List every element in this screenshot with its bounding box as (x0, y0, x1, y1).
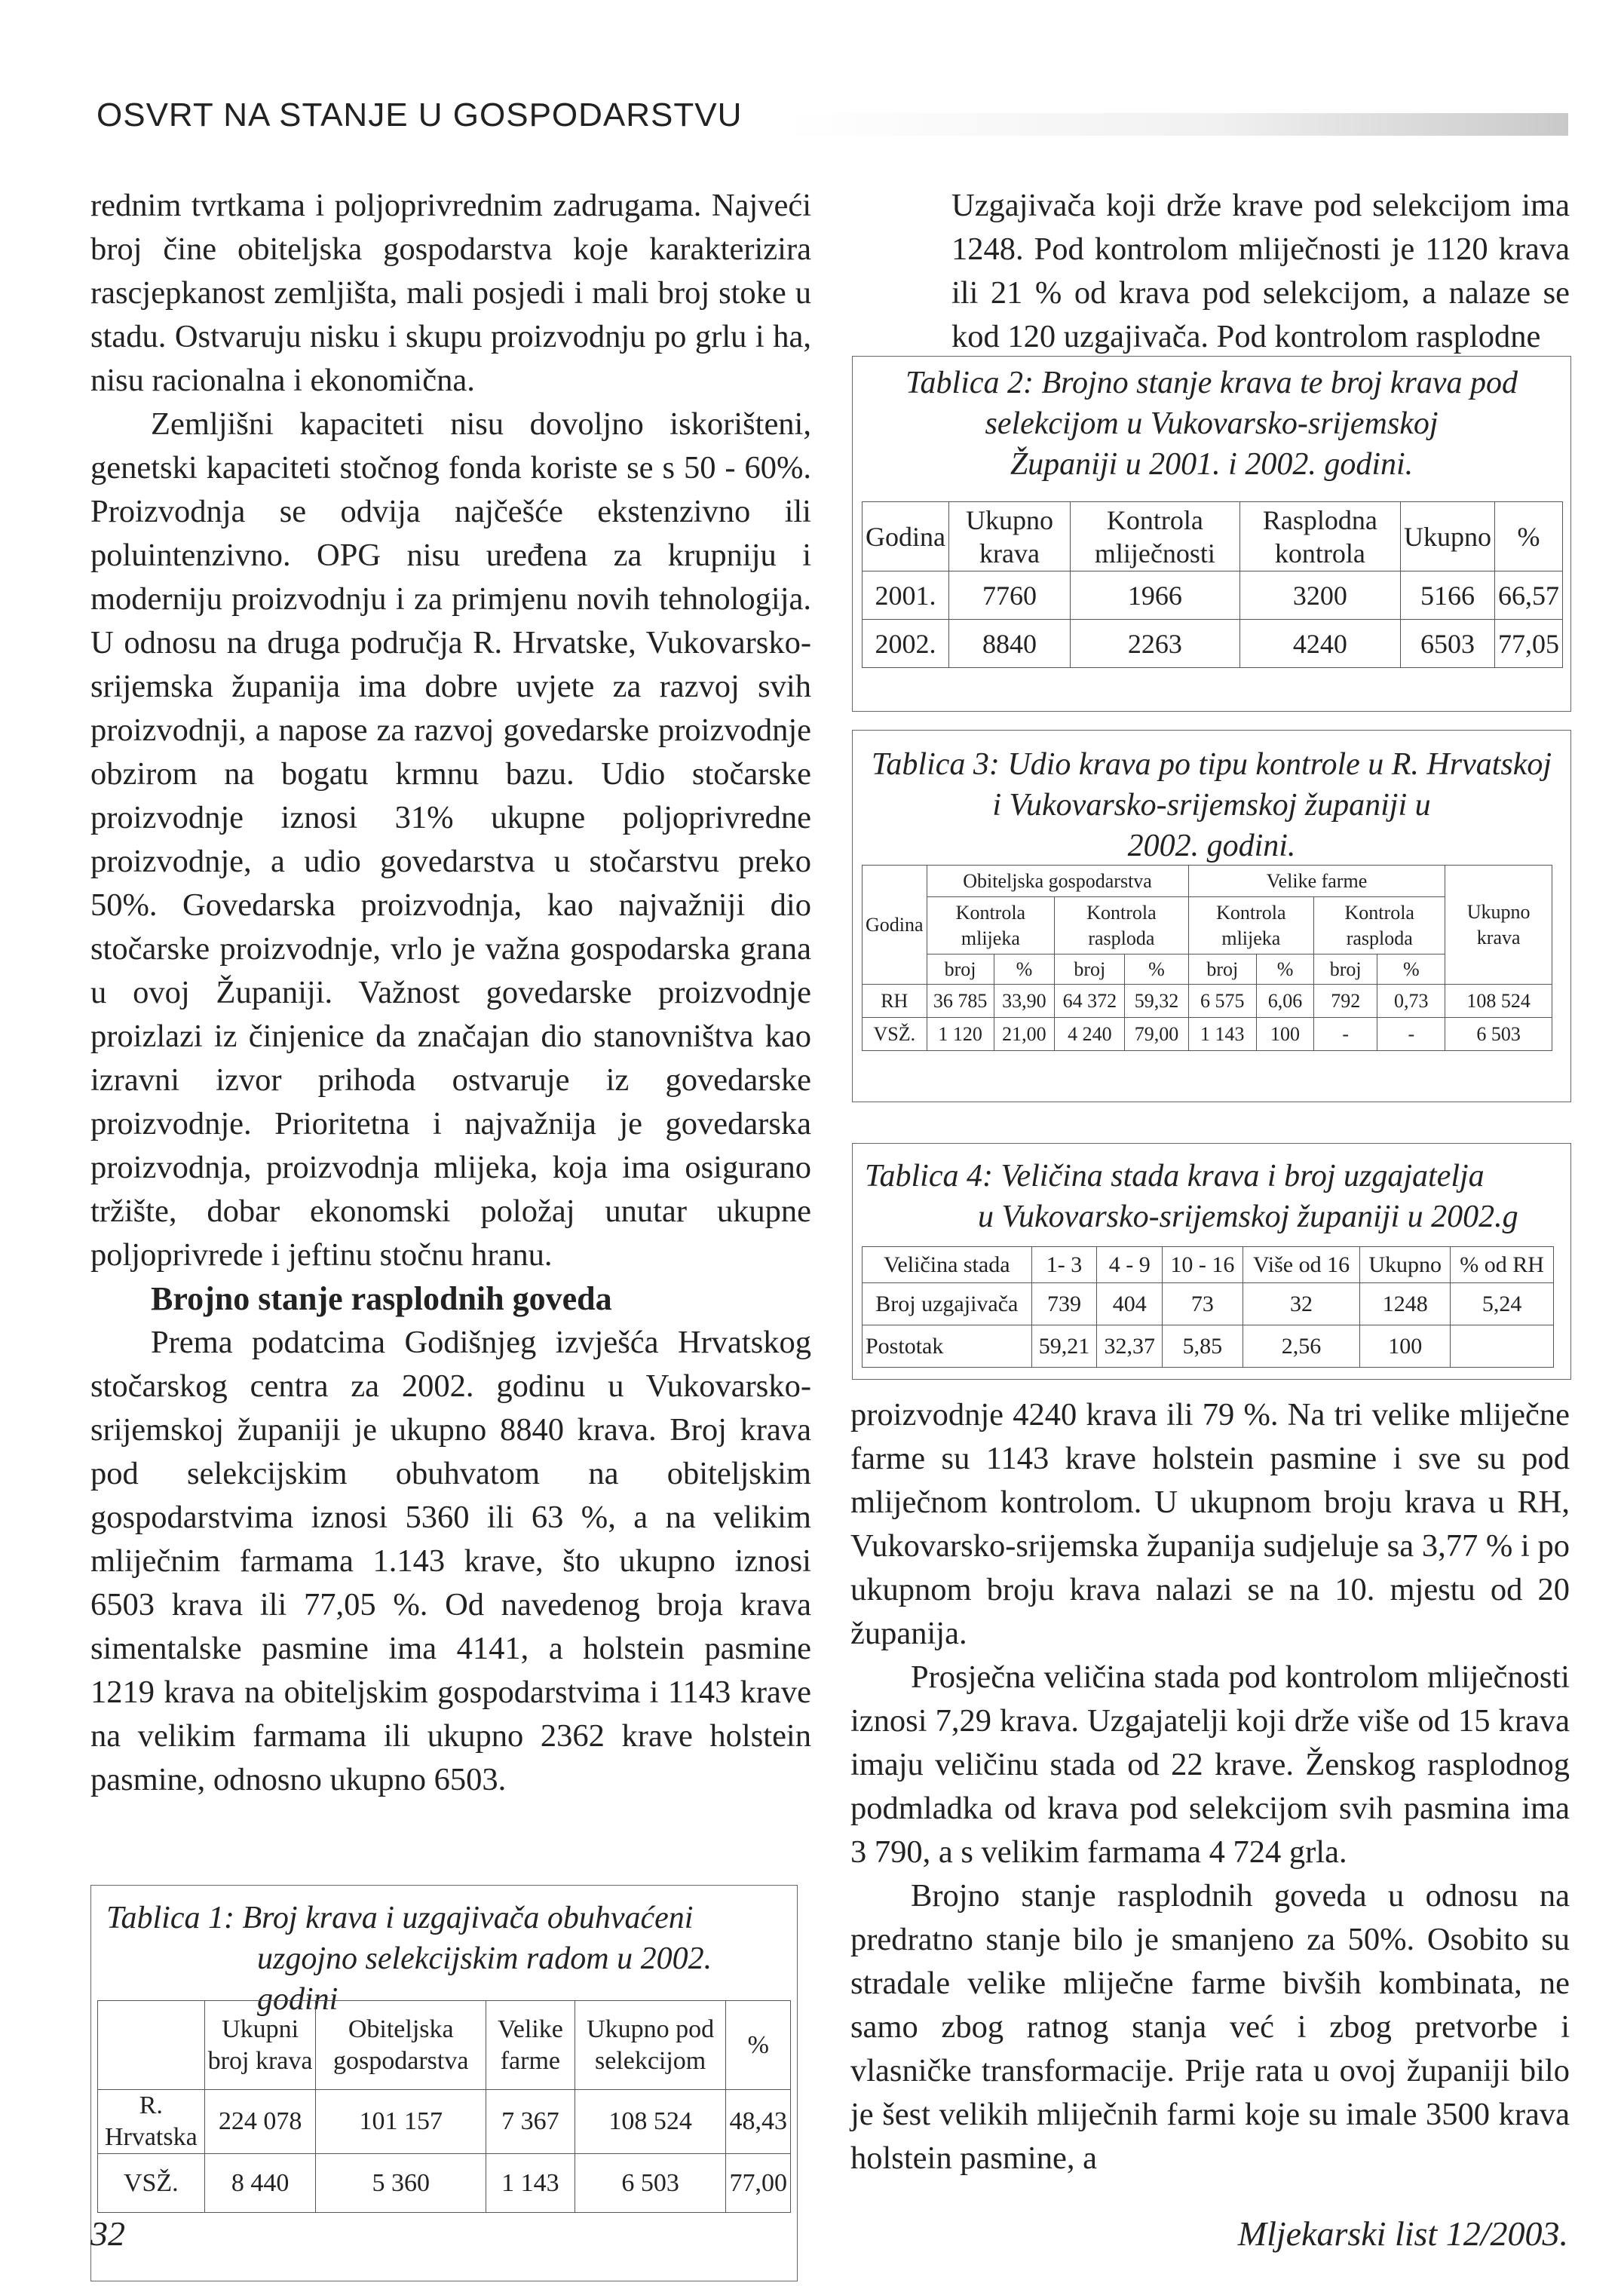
table-header-row: Kontrola mlijeka Kontrola rasploda Kontrola mlijeka Kontrola rasploda (863, 897, 1552, 954)
page-number: 32 (90, 2214, 125, 2253)
right-column-top (951, 184, 1570, 359)
table-row: 2002. 8840 2263 4240 6503 77,05 (863, 620, 1563, 668)
paragraph: Prema podatcima Godišnjeg izvješća Hrvatskog stočarskog centra za 2002. godinu u Vukovarsko-srijemskoj županiji je ukupno 8840 krava. Broj krava pod selekcijskim obuhvatom na obiteljskim gospodarstvima iznosi 5360 ili 63 %, a na velikim mliječnim farmama 1.143 krave, što ukupno iznosi 6503 krava ili 77,05 %. Od navedenog broja krava simentalske pasmine ima 4141, a holstein pasmine 1219 krava na obiteljskim gospodarstvima i 1143 krave na velikim farmama ili ukupno 2362 krave holstein pasmine, odnosno ukupno 6503. (90, 1325, 811, 1797)
table-header-row: broj % broj % broj % broj % (863, 954, 1552, 985)
table-3-box (852, 730, 1571, 1102)
table-header-row: Ukupni broj krava Obiteljska gospodarstva Velike farme Ukupno pod selekcijom % (98, 2001, 791, 2090)
left-column (90, 184, 811, 1802)
table-row: VSŽ. 1 120 21,00 4 240 79,00 1 143 100 - - 6 503 (863, 1018, 1552, 1051)
table-header-row: Godina Ukupno krava Kontrola mliječnosti Rasplodna kontrola Ukupno % (863, 502, 1563, 571)
paragraph: Zemljišni kapaciteti nisu dovoljno iskorišteni, genetski kapaciteti stočnog fonda koriste se s 50 - 60%. Proizvodnja se odvija najčešće ekstenzivno ili poluintenzivno. OPG nisu uređena za krupniju i moderniju proizvodnju i za primjenu novih tehnologija. U odnosu na druga područja R. Hrvatske, Vukovarsko-srijemska županija ima dobre uvjete za razvoj svih proizvodnji, a napose za razvoj govedarske proizvodnje obzirom na bogatu krmnu bazu. Udio stočarske proizvodnje iznosi 31% ukupne poljoprivredne proizvodnje, a udio govedarstva u stočarstvu preko 50%. Govedarska proizvodnja, kao najvažniji dio stočarske proizvodnje, vrlo je važna gospodarska grana u ovoj Županiji. Važnost govedarske proizvodnje proizlazi iz činjenice da značajan dio stanovništva kao izravni izvor prihoda ostvaruje iz govedarske proizvodnje. Prioritetna i najvažnija je govedarska proizvodnja, proizvodnja mlijeka, koja ima osigurano tržište, dobar ekonomski položaj unutar ukupne poljoprivrede i jeftinu stočnu hranu. (90, 406, 811, 1273)
table-row: RH 36 785 33,90 64 372 59,32 6 575 6,06 792 0,73 108 524 (863, 985, 1552, 1018)
paragraph: rednim tvrtkama i poljoprivrednim zadrugama. Najveći broj čine obiteljska gospodarstva koje karakterizira rascjepkanost zemljišta, mali posjedi i mali broj stoke u stadu. Ostvaruju nisku i skupu proizvodnju po grlu i ha, nisu racionalna i ekonomična. (90, 188, 811, 398)
table-row: 2001. 7760 1966 3200 5166 66,57 (863, 571, 1563, 620)
table-1-box (90, 1885, 798, 2281)
table-3 (862, 865, 1552, 1051)
table-row: R. Hrvatska 224 078 101 157 7 367 108 524 48,43 (98, 2090, 791, 2154)
table-row: Postotak 59,21 32,37 5,85 2,56 100 (863, 1325, 1554, 1368)
paragraph: proizvodnje 4240 krava ili 79 %. Na tri velike mliječne farme su 1143 krave holstein pasmine i sve su pod mliječnom kontrolom. U ukupnom broju krava u RH, Vukovarsko-srijemska županija sudjeluje sa 3,77 % i po ukupnom broju krava nalazi se na 10. mjestu od 20 županija. (850, 1397, 1570, 1651)
table-4-caption: Tablica 4: Veličina stada krava i broj uzgajatelja u Vukovarsko-srijemskoj županiji u 2002.g (865, 1159, 1518, 1234)
running-header: OSVRT NA STANJE U GOSPODARSTVU (97, 97, 743, 133)
table-4-box (852, 1143, 1571, 1380)
paragraph: Brojno stanje rasplodnih goveda u odnosu na predratno stanje bilo je smanjeno za 50%. Osobito su stradale velike mliječne farme bivših kombinata, ne samo zbog ratnog stanja već i zbog pretvorbe i vlasničke transformacije. Prije rata u ovoj županiji bilo je šest velikih mliječnih farmi koje su imale 3500 krava holstein pasmine, a (850, 1878, 1570, 2176)
table-4 (862, 1246, 1554, 1368)
journal-footer: Mljekarski list 12/2003. (1237, 2214, 1568, 2253)
table-3-caption: Tablica 3: Udio krava po tipu kontrole u R. Hrvatskoj i Vukovarsko-srijemskoj županiji u 2002. godini. (871, 747, 1552, 863)
table-header-row: Veličina stada 1- 3 4 - 9 10 - 16 Više od 16 Ukupno % od RH (863, 1247, 1554, 1283)
section-heading: Brojno stanje rasplodnih goveda (151, 1280, 612, 1317)
table-1 (97, 2000, 791, 2213)
table-2 (862, 501, 1563, 668)
right-column-bottom (850, 1393, 1570, 2180)
table-row: VSŽ. 8 440 5 360 1 143 6 503 77,00 (98, 2154, 791, 2213)
paragraph: Uzgajivača koji drže krave pod selekcijom ima 1248. Pod kontrolom mliječnosti je 1120 krava ili 21 % od krava pod selekcijom, a nalaze se kod 120 uzgajivača. Pod kontrolom rasplodne (951, 188, 1570, 354)
paragraph: Prosječna veličina stada pod kontrolom mliječnosti iznosi 7,29 krava. Uzgajatelji koji drže više od 15 krava imaju veličinu stada od 22 krave. Ženskog rasplodnog podmladka od krava pod selekcijom svih pasmina ima 3 790, a s velikim farmama 4 724 grla. (850, 1659, 1570, 1870)
table-2-box (852, 356, 1571, 712)
table-2-caption: Tablica 2: Brojno stanje krava te broj krava pod selekcijom u Vukovarsko-srijemskoj Županiji u 2001. i 2002. godini. (905, 366, 1518, 482)
table-row: Broj uzgajivača 739 404 73 32 1248 5,24 (863, 1283, 1554, 1325)
table-1-caption: Tablica 1: Broj krava i uzgajivača obuhvaćeni uzgojno selekcijskim radom u 2002. godini (106, 1901, 712, 2017)
table-header-row: Godina Obiteljska gospodarstva Velike farme Ukupno krava (863, 866, 1552, 897)
header-shade-bar (784, 113, 1568, 136)
